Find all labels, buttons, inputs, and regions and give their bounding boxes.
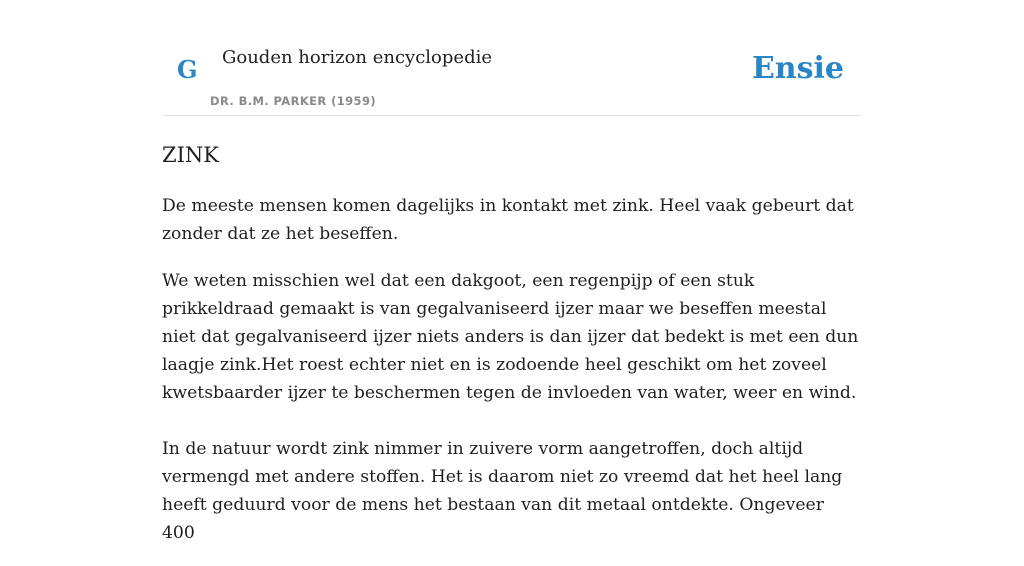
page-container [162,0,862,543]
entry-body [162,192,862,566]
book-header [162,0,862,116]
entry-paragraph: In de natuur wordt zink nimmer in zuivere vorm aangetroffen, doch altijd vermengd met andere stoffen. Het is daarom niet zo vreemd dat het heel lang heeft geduurd voor de mens het bestaan van dit metaal ontdekte. Ongeveer 400 [162,439,843,543]
book-author: DR. B.M. PARKER (1959) [210,94,377,108]
book-logo-icon[interactable]: G [177,55,198,84]
entry-paragraph: We weten misschien wel dat een dakgoot, een regenpijp of een stuk prikkeldraad gemaakt is van gegalvaniseerd ijzer maar we beseffen meestal niet dat gegalvaniseerd ijzer niets anders is dan ijzer dat bedekt is met een dun laagje zink.Het roest echter niet en is zodoende heel geschikt om het zoveel kwetsbaarder ijzer te beschermen tegen de invloeden van water, weer en wind. [162,271,859,403]
entry-paragraph: De meeste mensen komen dagelijks in kontakt met zink. Heel vaak gebeurt dat zonder dat ze het beseffen. [162,196,854,244]
ensie-logo[interactable]: Ensie [751,51,844,86]
entry-title: ZINK [162,143,219,167]
book-title-link[interactable]: Gouden horizon encyclopedie [222,47,492,68]
